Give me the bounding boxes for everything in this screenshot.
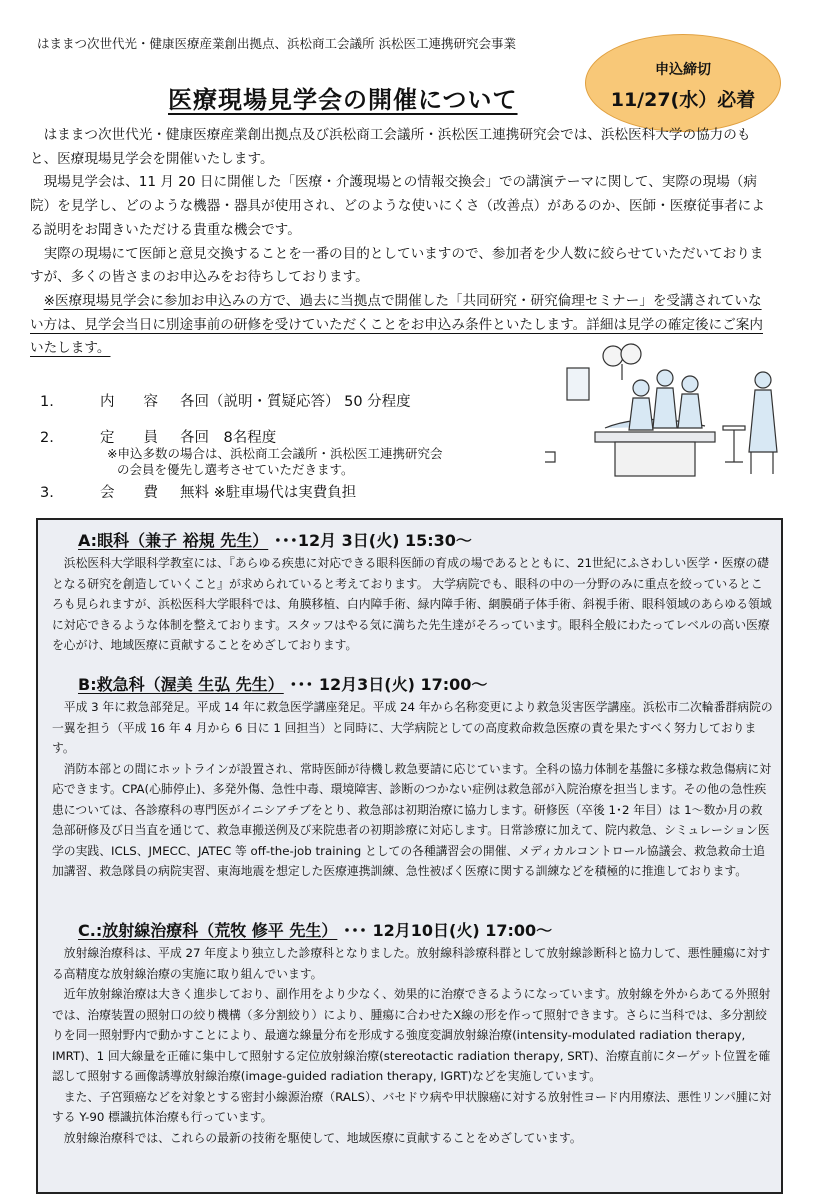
session-heading (78, 672, 774, 695)
session-paragraph: 放射線治療科は、平成 27 年度より独立した診療科となりました。放射線科診療科群として放射線診断科と協力して、悪性腫瘍に対する高精度な放射線治療の実施に取り組んでいます。 (52, 946, 771, 981)
session-paragraph: 消防本部との間にホットラインが設置され、常時医師が待機し救急要請に応じています。全科の協力体制を基盤に多様な救急傷病に対応できます。CPA(心肺停止)、多発外傷、急性中毒、環境障害、診断のつかない症例は救急部が入院治療を担当します。その他の急性疾患については、各診療科の専門医がイニシアチブをとり、救急部は初期治療に協力します。研修医（卒後 1･2 年目）は 1～数か月の救急部研修及び日当直を通じて、救急車搬送例及び来院患者の初期診療に対応します。日常診療に加えて、院内救急、シミュレーション医学の実践、ICLS、JMECC、JATEC 等 off-the-job training としての各種講習会の開催、メディカルコントロール協議会、救急救命士追加講習、救急隊員の病院実習、東海地震を想定した医療連携訓練、急性被ばく医療に関する訓練などを積極的に推進しております。 (52, 761, 772, 878)
session-name: C.:放射線治療科（荒牧 修平 先生） (78, 921, 338, 940)
session-name: B:救急科（渥美 生弘 先生） (78, 675, 284, 694)
detail-value: 各回 8名程度 (180, 430, 277, 446)
session-time: ･･･ 12月10日(火) 17:00～ (342, 921, 553, 940)
detail-label: 定 員 (100, 430, 158, 446)
organizer-line: はままつ次世代光・健康医療産業創出拠点、浜松商工会議所 浜松医工連携研究会事業 (37, 36, 516, 51)
detail-value: 無料 ※駐車場代は実費負担 (180, 485, 357, 501)
detail-number: 3. (40, 485, 54, 501)
intro-text (30, 124, 770, 361)
detail-number: 2. (40, 430, 54, 446)
session-radiation-therapy (52, 918, 774, 1148)
sessions-panel (36, 518, 783, 1194)
intro-paragraph: 実際の現場にて医師と意見交換することを一番の目的としていますので、参加者を少人数に絞らせていただいておりますが、多くの皆さまのお申込みをお待ちしております。 (30, 245, 764, 286)
session-name: A:眼科（兼子 裕規 先生） (78, 531, 269, 550)
detail-value: 各回（説明・質疑応答） 50 分程度 (180, 394, 411, 410)
participation-condition: ※医療現場見学会に参加お申込みの方で、過去に当拠点で開催した「共同研究・研究倫理セミナー」を受講されていない方は、見学会当日に別途事前の研修を受けていただくことをお申込み条件といたします。詳細は見学の確定後にご案内いたします。 (30, 292, 763, 357)
session-time: ･･･12月 3日(火) 15:30～ (273, 531, 472, 550)
detail-capacity (40, 426, 276, 447)
detail-fee (40, 481, 356, 502)
deadline-date: 11/27(水）必着 (610, 89, 756, 111)
deadline-label: 申込締切 (655, 62, 711, 78)
session-paragraph: 放射線治療科では、これらの最新の技術を駆使して、地域医療に貢献することをめざしています。 (63, 1130, 582, 1145)
deadline-badge (585, 34, 781, 132)
capacity-note-line: ※申込多数の場合は、浜松商工会議所・浜松医工連携研究会 (107, 446, 443, 461)
detail-content (40, 390, 411, 411)
session-paragraph: 近年放射線治療は大きく進歩しており、副作用をより少なく、効果的に治療できるようになっています。放射線を外からあてる外照射では、治療装置の照射口の絞り機構（多分割絞り）により、腫瘍に合わせたX線の形を作って照射できます。さらに当科では、多分割絞りを同一照射野内で動かすことにより、最適な線量分布を形成する強度変調放射線治療(intensity-modulated radiation therapy, IMRT)、1 回大線量を正確に集中して照射する定位放射線治療(stereotactic radiation therapy, SRT)、治療直前にターゲット位置を確認して照射する画像誘導放射線治療(image-guided radiation therapy, IGRT)などを実施しています。 (52, 987, 771, 1083)
session-paragraph: 平成 3 年に救急部発足。平成 14 年に救急医学講座発足。平成 24 年から名称変更により救急災害医学講座。浜松市二次輪番群病院の一翼を担う（平成 16 年 4 月から 6 日に 1 回担当）と同時に、大学病院としての高度救命救急医療の責を果たすべく努力しております。 (52, 700, 773, 755)
detail-number: 1. (40, 394, 54, 410)
detail-label: 内 容 (100, 394, 158, 410)
intro-paragraph: はままつ次世代光・健康医療産業創出拠点及び浜松商工会議所・浜松医工連携研究会では、浜松医科大学の協力のもと、医療現場見学会を開催いたします。 (30, 127, 751, 167)
session-paragraph: また、子宮頸癌などを対象とする密封小線源治療（RALS）、バセドウ病や甲状腺癌に対する放射性ヨード内用療法、悪性リンパ腫に対する Y-90 標識抗体治療も行っています。 (52, 1089, 772, 1124)
session-emergency (52, 672, 774, 882)
capacity-note (107, 446, 442, 478)
session-heading (78, 528, 774, 551)
session-heading (78, 918, 774, 941)
intro-paragraph: 現場見学会は、11 月 20 日に開催した「医療・介護現場との情報交換会」での講演テーマに関して、実際の現場（病院）を見学し、どのような機器・器具が使用され、どのような使いにくさ（改善点）があるのか、医師・医療従事者による説明をお聞きいただける貴重な機会です。 (30, 174, 765, 238)
operating-room-illustration (545, 340, 780, 490)
detail-label: 会 費 (100, 485, 158, 501)
session-ophthalmology (52, 528, 774, 656)
session-paragraph: 浜松医科大学眼科学教室には、『あらゆる疾患に対応できる眼科医師の育成の場であるとともに、21世紀にふさわしい医学・医療の礎となる研究を創造していくこと』が求められていると考えております。 大学病院でも、眼科の中の一分野のみに重点を絞っているところも見られますが、浜松医科大学眼科では、角膜移植、白内障手術、緑内障手術、網膜硝子体手術、斜視手術、眼科領域のあらゆる領域に対応できるような体制を整えております。スタッフはやる気に満ちた先生達がそろっています。眼科全般にわたってレベルの高い医療を心がけ、地域医療に貢献することをめざしております。 (52, 556, 772, 652)
page-title: 医療現場見学会の開催について (168, 86, 518, 114)
capacity-note-line: の会員を優先し選考させていただきます。 (117, 462, 354, 477)
session-time: ･･･ 12月3日(火) 17:00～ (289, 675, 488, 694)
